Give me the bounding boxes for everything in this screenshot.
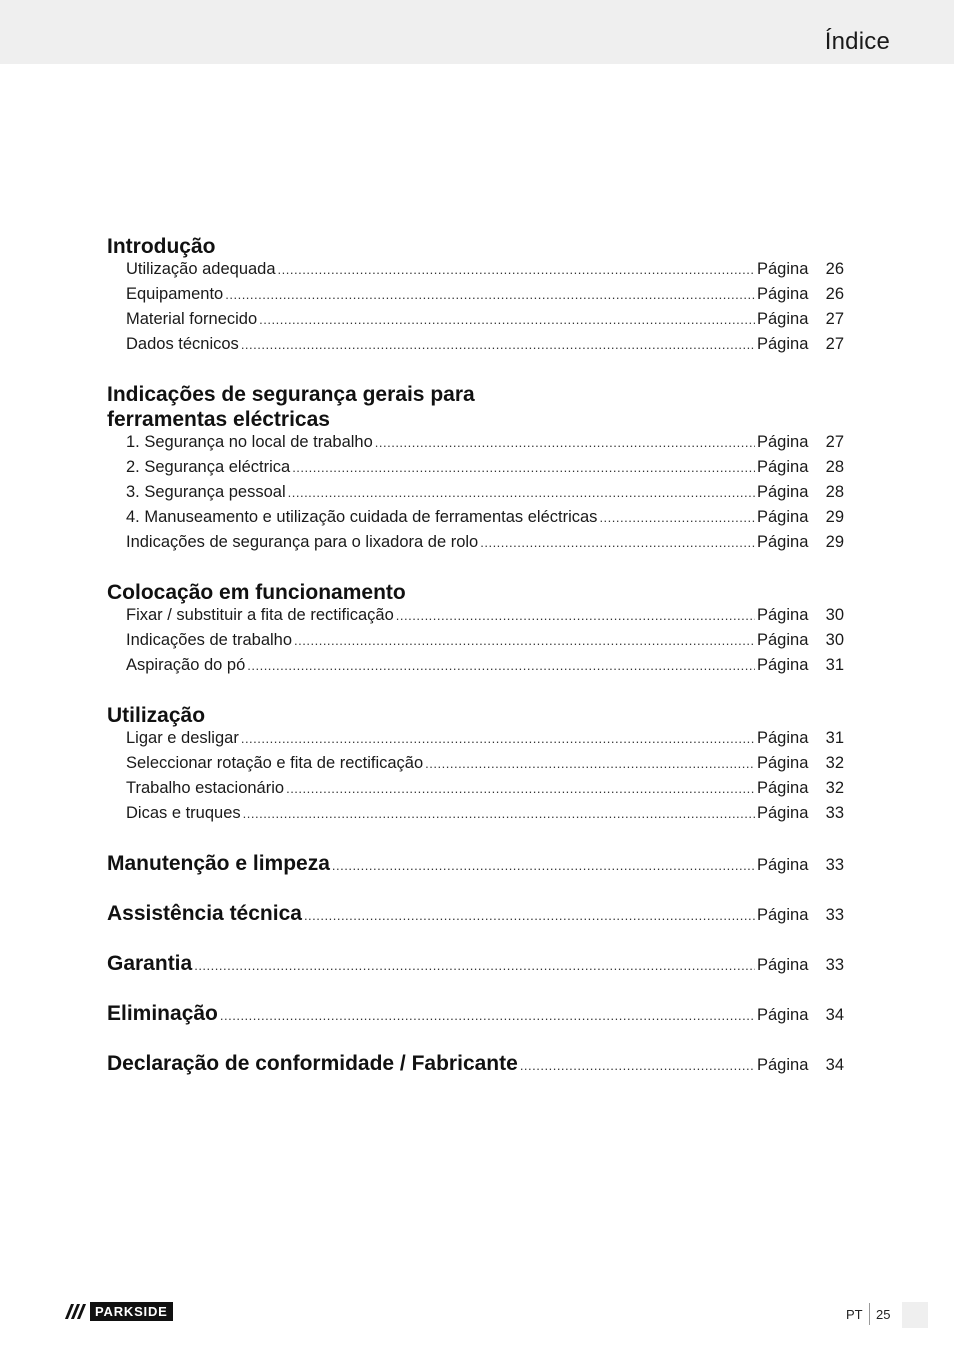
toc-entry[interactable]	[107, 729, 844, 754]
page-word: Página	[757, 483, 809, 501]
page-word: Página	[757, 285, 809, 303]
toc-section-utilizacao	[107, 703, 844, 829]
footer-tab-box	[902, 1302, 928, 1328]
toc-entry[interactable]	[107, 631, 844, 656]
page-word: Página	[757, 754, 809, 772]
toc-entry[interactable]	[107, 804, 844, 829]
page-word: Página	[757, 310, 809, 328]
page-number: 29	[825, 533, 844, 551]
dot-leader	[599, 510, 755, 525]
toc-entry[interactable]	[107, 754, 844, 779]
page-number: 34	[825, 1056, 844, 1074]
page-number: 26	[825, 285, 844, 303]
section-title[interactable]: Utilização	[107, 704, 206, 727]
entry-label: Fixar / substituir a fita de rectificação	[126, 606, 394, 624]
dot-leader	[332, 858, 755, 873]
header-band	[0, 0, 954, 64]
entry-label: Utilização adequada	[126, 260, 276, 278]
entry-label: 3. Segurança pessoal	[126, 483, 286, 501]
page-number: 26	[825, 260, 844, 278]
entry-label: Indicações de trabalho	[126, 631, 293, 649]
dot-leader	[220, 1008, 755, 1023]
toc-section-colocacao	[107, 580, 844, 681]
page-number: 28	[825, 458, 844, 476]
dot-leader	[278, 262, 755, 277]
section-title: Eliminação	[107, 1002, 218, 1025]
page-word: Página	[757, 433, 809, 451]
page-word: Página	[757, 804, 809, 822]
dot-leader	[292, 460, 755, 475]
dot-leader	[247, 658, 755, 673]
dot-leader	[259, 312, 755, 327]
entry-label: Ligar e desligar	[126, 729, 239, 747]
entry-label: Seleccionar rotação e fita de rectificação	[126, 754, 424, 772]
dot-leader	[225, 287, 755, 302]
dot-leader	[241, 731, 755, 746]
page-number: 32	[825, 779, 844, 797]
page-number: 33	[825, 956, 844, 974]
page-number: 27	[825, 433, 844, 451]
page-title: Índice	[824, 28, 890, 55]
page-number: 27	[825, 335, 844, 353]
page-word: Página	[757, 1006, 809, 1024]
dot-leader	[243, 806, 755, 821]
page-number: 30	[825, 631, 844, 649]
toc-entry[interactable]	[107, 656, 844, 681]
toc-entry[interactable]	[107, 433, 844, 458]
page-word: Página	[757, 335, 809, 353]
toc-section-declaracao[interactable]	[107, 1051, 844, 1079]
entry-label: Indicações de segurança para o lixadora de rolo	[126, 533, 479, 551]
page-word: Página	[757, 1056, 809, 1074]
page-word: Página	[757, 260, 809, 278]
parkside-logo	[64, 1302, 173, 1321]
entry-label: Dados técnicos	[126, 335, 239, 353]
page-word: Página	[757, 508, 809, 526]
dot-leader	[425, 756, 755, 771]
entry-label: Equipamento	[126, 285, 224, 303]
entry-label: Dicas e truques	[126, 804, 241, 822]
toc-entry[interactable]	[107, 606, 844, 631]
section-title: Manutenção e limpeza	[107, 852, 330, 875]
entry-label: 4. Manuseamento e utilização cuidada de ferramentas eléctricas	[126, 508, 598, 526]
page-number: 32	[825, 754, 844, 772]
page-number: 34	[825, 1006, 844, 1024]
toc-entry[interactable]	[107, 779, 844, 804]
toc-entry[interactable]	[107, 483, 844, 508]
toc-entry[interactable]	[107, 508, 844, 533]
toc-section-introducao	[107, 234, 844, 360]
page-number: 30	[825, 606, 844, 624]
entry-label: Trabalho estacionário	[126, 779, 285, 797]
page-word: Página	[757, 906, 809, 924]
section-title: Assistência técnica	[107, 902, 302, 925]
page-number: 31	[825, 729, 844, 747]
toc-section-seguranca	[107, 382, 844, 558]
dot-leader	[294, 633, 755, 648]
page-word: Página	[757, 956, 809, 974]
section-title: Declaração de conformidade / Fabricante	[107, 1052, 518, 1075]
footer-divider	[869, 1303, 870, 1325]
entry-label: 2. Segurança eléctrica	[126, 458, 291, 476]
dot-leader	[288, 485, 755, 500]
dot-leader	[194, 958, 755, 973]
entry-label: 1. Segurança no local de trabalho	[126, 433, 373, 451]
page-word: Página	[757, 779, 809, 797]
page-number: 31	[825, 656, 844, 674]
page-number: 33	[825, 856, 844, 874]
dot-leader	[304, 908, 755, 923]
section-title: Garantia	[107, 952, 193, 975]
page-number: 33	[825, 804, 844, 822]
section-title[interactable]: Introdução	[107, 235, 216, 258]
entry-label: Aspiração do pó	[126, 656, 246, 674]
toc-entry[interactable]	[107, 260, 844, 285]
page-number: 29	[825, 508, 844, 526]
toc-entry[interactable]	[107, 533, 844, 558]
toc-section-manutencao[interactable]	[107, 851, 844, 879]
page-word: Página	[757, 856, 809, 874]
toc-section-assistencia[interactable]	[107, 901, 844, 929]
logo-slashes-icon	[64, 1302, 90, 1321]
toc-entry[interactable]	[107, 285, 844, 310]
page-word: Página	[757, 656, 809, 674]
page-word: Página	[757, 458, 809, 476]
toc-section-eliminacao[interactable]	[107, 1001, 844, 1029]
section-title[interactable]: Colocação em funcionamento	[107, 581, 406, 604]
page-word: Página	[757, 631, 809, 649]
table-of-contents	[107, 234, 844, 1101]
section-title-line-2: ferramentas eléctricas	[107, 408, 330, 431]
footer-language: PT	[846, 1307, 863, 1322]
page-number: 28	[825, 483, 844, 501]
page-word: Página	[757, 606, 809, 624]
toc-entry[interactable]	[107, 458, 844, 483]
page-number: 33	[825, 906, 844, 924]
dot-leader	[480, 535, 755, 550]
dot-leader	[241, 337, 755, 352]
dot-leader	[375, 435, 755, 450]
toc-section-garantia[interactable]	[107, 951, 844, 979]
dot-leader	[396, 608, 755, 623]
dot-leader	[520, 1058, 755, 1073]
toc-entry[interactable]	[107, 310, 844, 335]
section-title-line-1: Indicações de segurança gerais para	[107, 383, 475, 406]
logo-wordmark: PARKSIDE	[90, 1302, 173, 1321]
toc-entry[interactable]	[107, 335, 844, 360]
page-word: Página	[757, 729, 809, 747]
dot-leader	[286, 781, 755, 796]
page-number: 27	[825, 310, 844, 328]
page-word: Página	[757, 533, 809, 551]
footer-page-number: 25	[876, 1307, 891, 1322]
section-title[interactable]	[107, 382, 844, 432]
entry-label: Material fornecido	[126, 310, 258, 328]
